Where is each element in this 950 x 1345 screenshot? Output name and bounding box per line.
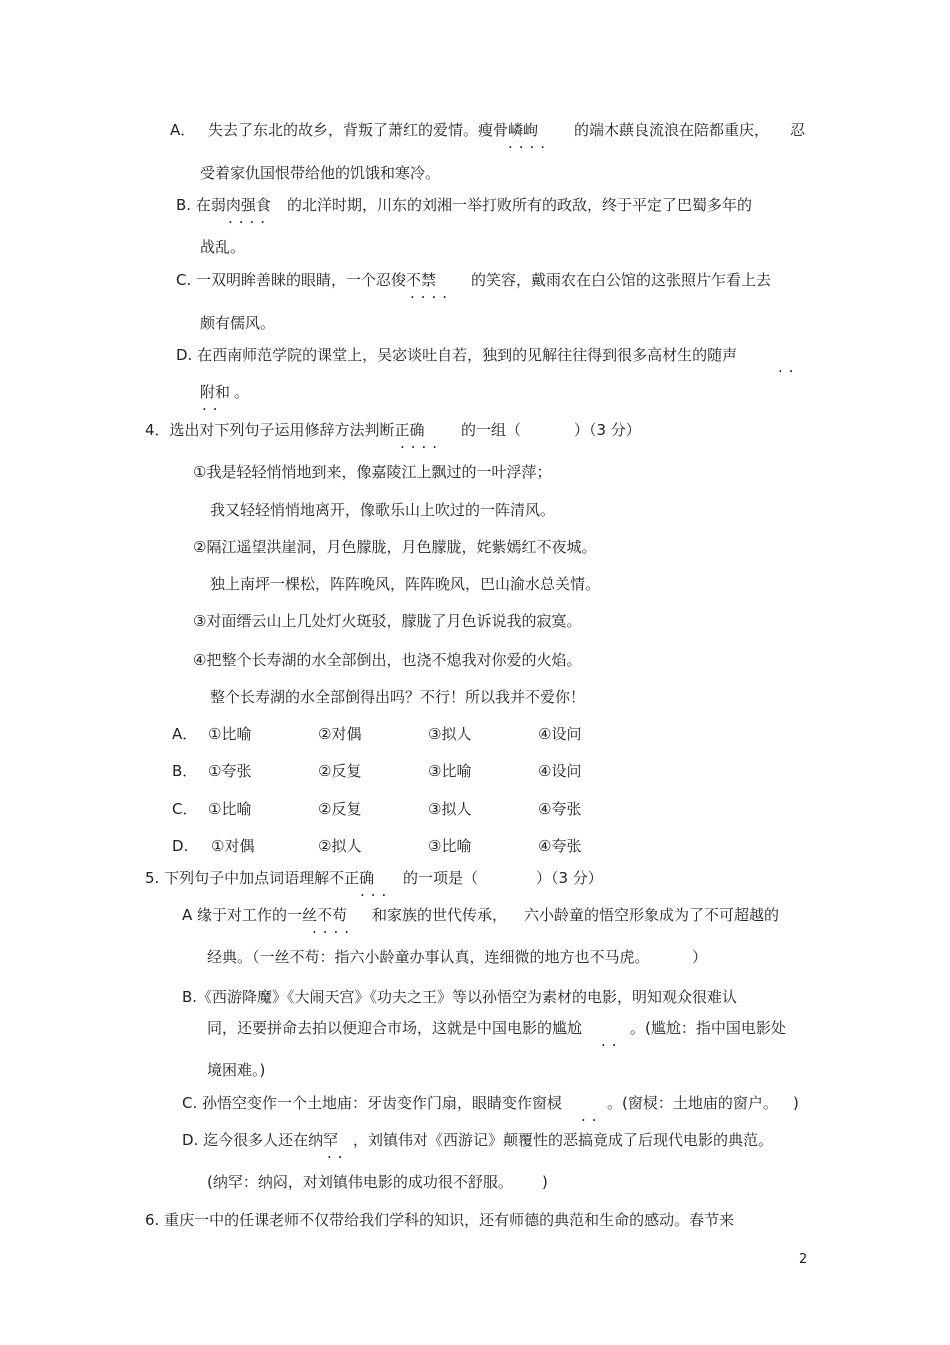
option-cell: ①比喻	[208, 725, 252, 743]
emphasis-dots: ..	[327, 1144, 349, 1162]
q4-sentence-1b: 我又轻轻悄悄地离开，像歌乐山上吹过的一阵清风。	[210, 501, 556, 519]
q3-option-c-text-line2: 颇有儒风。	[200, 314, 276, 332]
option-cell: ①对偶	[211, 837, 255, 855]
option-cell: ③拟人	[428, 725, 472, 743]
q3-option-a-text-cont: 的端木蕻良流浪在陪都重庆，	[574, 121, 770, 139]
q5-option-b-text: B.《西游降魔》《大闹天宫》《功夫之王》等以孙悟空为素材的电影，明知观众很难认	[182, 988, 738, 1006]
option-cell: ②拟人	[318, 837, 362, 855]
option-label: B．	[172, 762, 198, 780]
emphasis-dots: ....	[410, 284, 454, 302]
q3-option-d-text-end: 。	[234, 383, 250, 401]
q6-stem: 6. 重庆一中的任课老师不仅带给我们学科的知识，还有师德的典范和生命的感动。春节来	[145, 1211, 735, 1229]
option-label: D.	[172, 837, 189, 855]
q3-option-b-text-cont: 的北洋时期，川东的刘湘一举打败所有的政敌，终于平定了巴蜀多年的	[287, 196, 753, 214]
q5-option-b-line2: 同，还要拼命去拍以便迎合市场，这就是中国电影的尴尬	[207, 1019, 583, 1037]
q4-sentence-4: ④把整个长寿湖的水全部倒出，也浇不熄我对你爱的火焰。	[193, 651, 582, 669]
option-cell: ③拟人	[428, 800, 472, 818]
q3-option-b-text-line2: 战乱。	[200, 238, 246, 256]
option-cell: ④设问	[538, 762, 582, 780]
emphasis-dots: ....	[508, 134, 552, 152]
q4-stem-score: ）（3 分）	[574, 421, 641, 439]
q3-option-b-text: B. 在弱肉强食	[176, 196, 271, 214]
q5-option-d-text-cont: ，刘镇伟对《西游记》颠覆性的恶搞竟成了后现代电影的典范。	[353, 1131, 774, 1149]
option-label: C．	[172, 800, 198, 818]
option-cell: ①夸张	[208, 762, 252, 780]
q5-option-a-text: A 缘于对工作的一丝不苟	[182, 906, 348, 924]
option-cell: ②对偶	[318, 725, 362, 743]
q4-sentence-3: ③对面缙云山上几处灯火斑驳，朦胧了月色诉说我的寂寞。	[193, 612, 582, 630]
q5-option-d-line2: (纳罕：纳闷，对刘镇伟电影的成功很不舒服。	[207, 1173, 513, 1191]
q3-option-c-text: C. 一双明眸善睐的眼睛，一个忍俊不禁	[176, 271, 437, 289]
emphasis-dots: ...	[360, 882, 393, 900]
emphasis-dots: ....	[312, 919, 356, 937]
q3-option-a-text-end: 忍	[790, 121, 806, 139]
q4-sentence-1: ①我是轻轻悄悄地到来，像嘉陵江上飘过的一叶浮萍；	[193, 463, 552, 481]
q5-option-a-text-end: 六小龄童的悟空形象成为了不可超越的	[524, 906, 780, 924]
q5-option-a-text-cont: 和家族的世代传承，	[372, 906, 508, 924]
q5-option-a-line2-end: ）	[692, 948, 708, 966]
q4-stem: 4．选出对下列句子运用修辞方法判断正确	[145, 421, 425, 439]
q3-option-a-text-line2: 受着家仇国恨带给他的饥饿和寒冷。	[200, 164, 441, 182]
emphasis-dots: ..	[601, 1032, 623, 1050]
option-cell: ④夸张	[538, 800, 582, 818]
option-label: A．	[172, 725, 198, 743]
q3-option-a-text: 失去了东北的故乡，背叛了萧红的爱情。瘦骨嶙峋	[208, 121, 539, 139]
option-cell: ②反复	[318, 800, 362, 818]
q4-stem-cont: 的一组（	[461, 421, 522, 439]
emphasis-dots: ....	[228, 209, 272, 227]
q5-option-a-line2: 经典。（一丝不苟：指六小龄童办事认真，连细微的地方也不马虎。	[207, 948, 650, 966]
option-cell: ③比喻	[428, 837, 472, 855]
q5-option-b-line2-end: 。(尴尬：指中国电影处	[630, 1019, 786, 1037]
emphasis-dots: ..	[581, 1107, 603, 1125]
q3-option-a-label: A．	[170, 121, 196, 139]
q5-stem: 5. 下列句子中加点词语理解不正确	[145, 869, 375, 887]
q4-sentence-2b: 独上南坪一棵松，阵阵晚风，阵阵晚风，巴山渝水总关情。	[210, 575, 601, 593]
option-cell: ①比喻	[208, 800, 252, 818]
page-number: 2	[799, 1252, 808, 1267]
emphasis-dots: ..	[778, 358, 800, 376]
q5-stem-cont: 的一项是（	[403, 869, 479, 887]
q5-option-d-text: D. 迄今很多人还在纳罕	[182, 1131, 339, 1149]
emphasis-dots: ....	[400, 434, 444, 452]
option-cell: ③比喻	[428, 762, 472, 780]
q5-stem-score: ）（3 分）	[536, 869, 603, 887]
q4-sentence-4b: 整个长寿湖的水全部倒得出吗？不行！所以我并不爱你！	[210, 688, 586, 706]
q5-option-c-text-end: )	[793, 1094, 799, 1112]
q3-option-c-text-cont: 的笑容，戴雨农在白公馆的这张照片乍看上去	[471, 271, 772, 289]
q3-option-d-text: D. 在西南师范学院的课堂上，吴宓谈吐自若，独到的见解往往得到很多高材生的随声	[176, 346, 738, 364]
q5-option-b-line3: 境困难。)	[207, 1061, 266, 1079]
option-cell: ②反复	[318, 762, 362, 780]
q5-option-c-text-cont: 。(窗棂：土地庙的窗户。	[607, 1094, 778, 1112]
emphasis-dots: ..	[202, 396, 224, 414]
q5-option-d-line2-end: )	[542, 1173, 548, 1191]
q4-sentence-2: ②隔江遥望洪崖洞，月色朦胧，月色朦胧，姹紫嫣红不夜城。	[193, 538, 597, 556]
option-cell: ④夸张	[538, 837, 582, 855]
option-cell: ④设问	[538, 725, 582, 743]
q3-option-d-text-line2: 附和	[200, 383, 231, 401]
q5-option-c-text: C. 孙悟空变作一个土地庙：牙齿变作门扇，眼睛变作窗棂	[182, 1094, 563, 1112]
